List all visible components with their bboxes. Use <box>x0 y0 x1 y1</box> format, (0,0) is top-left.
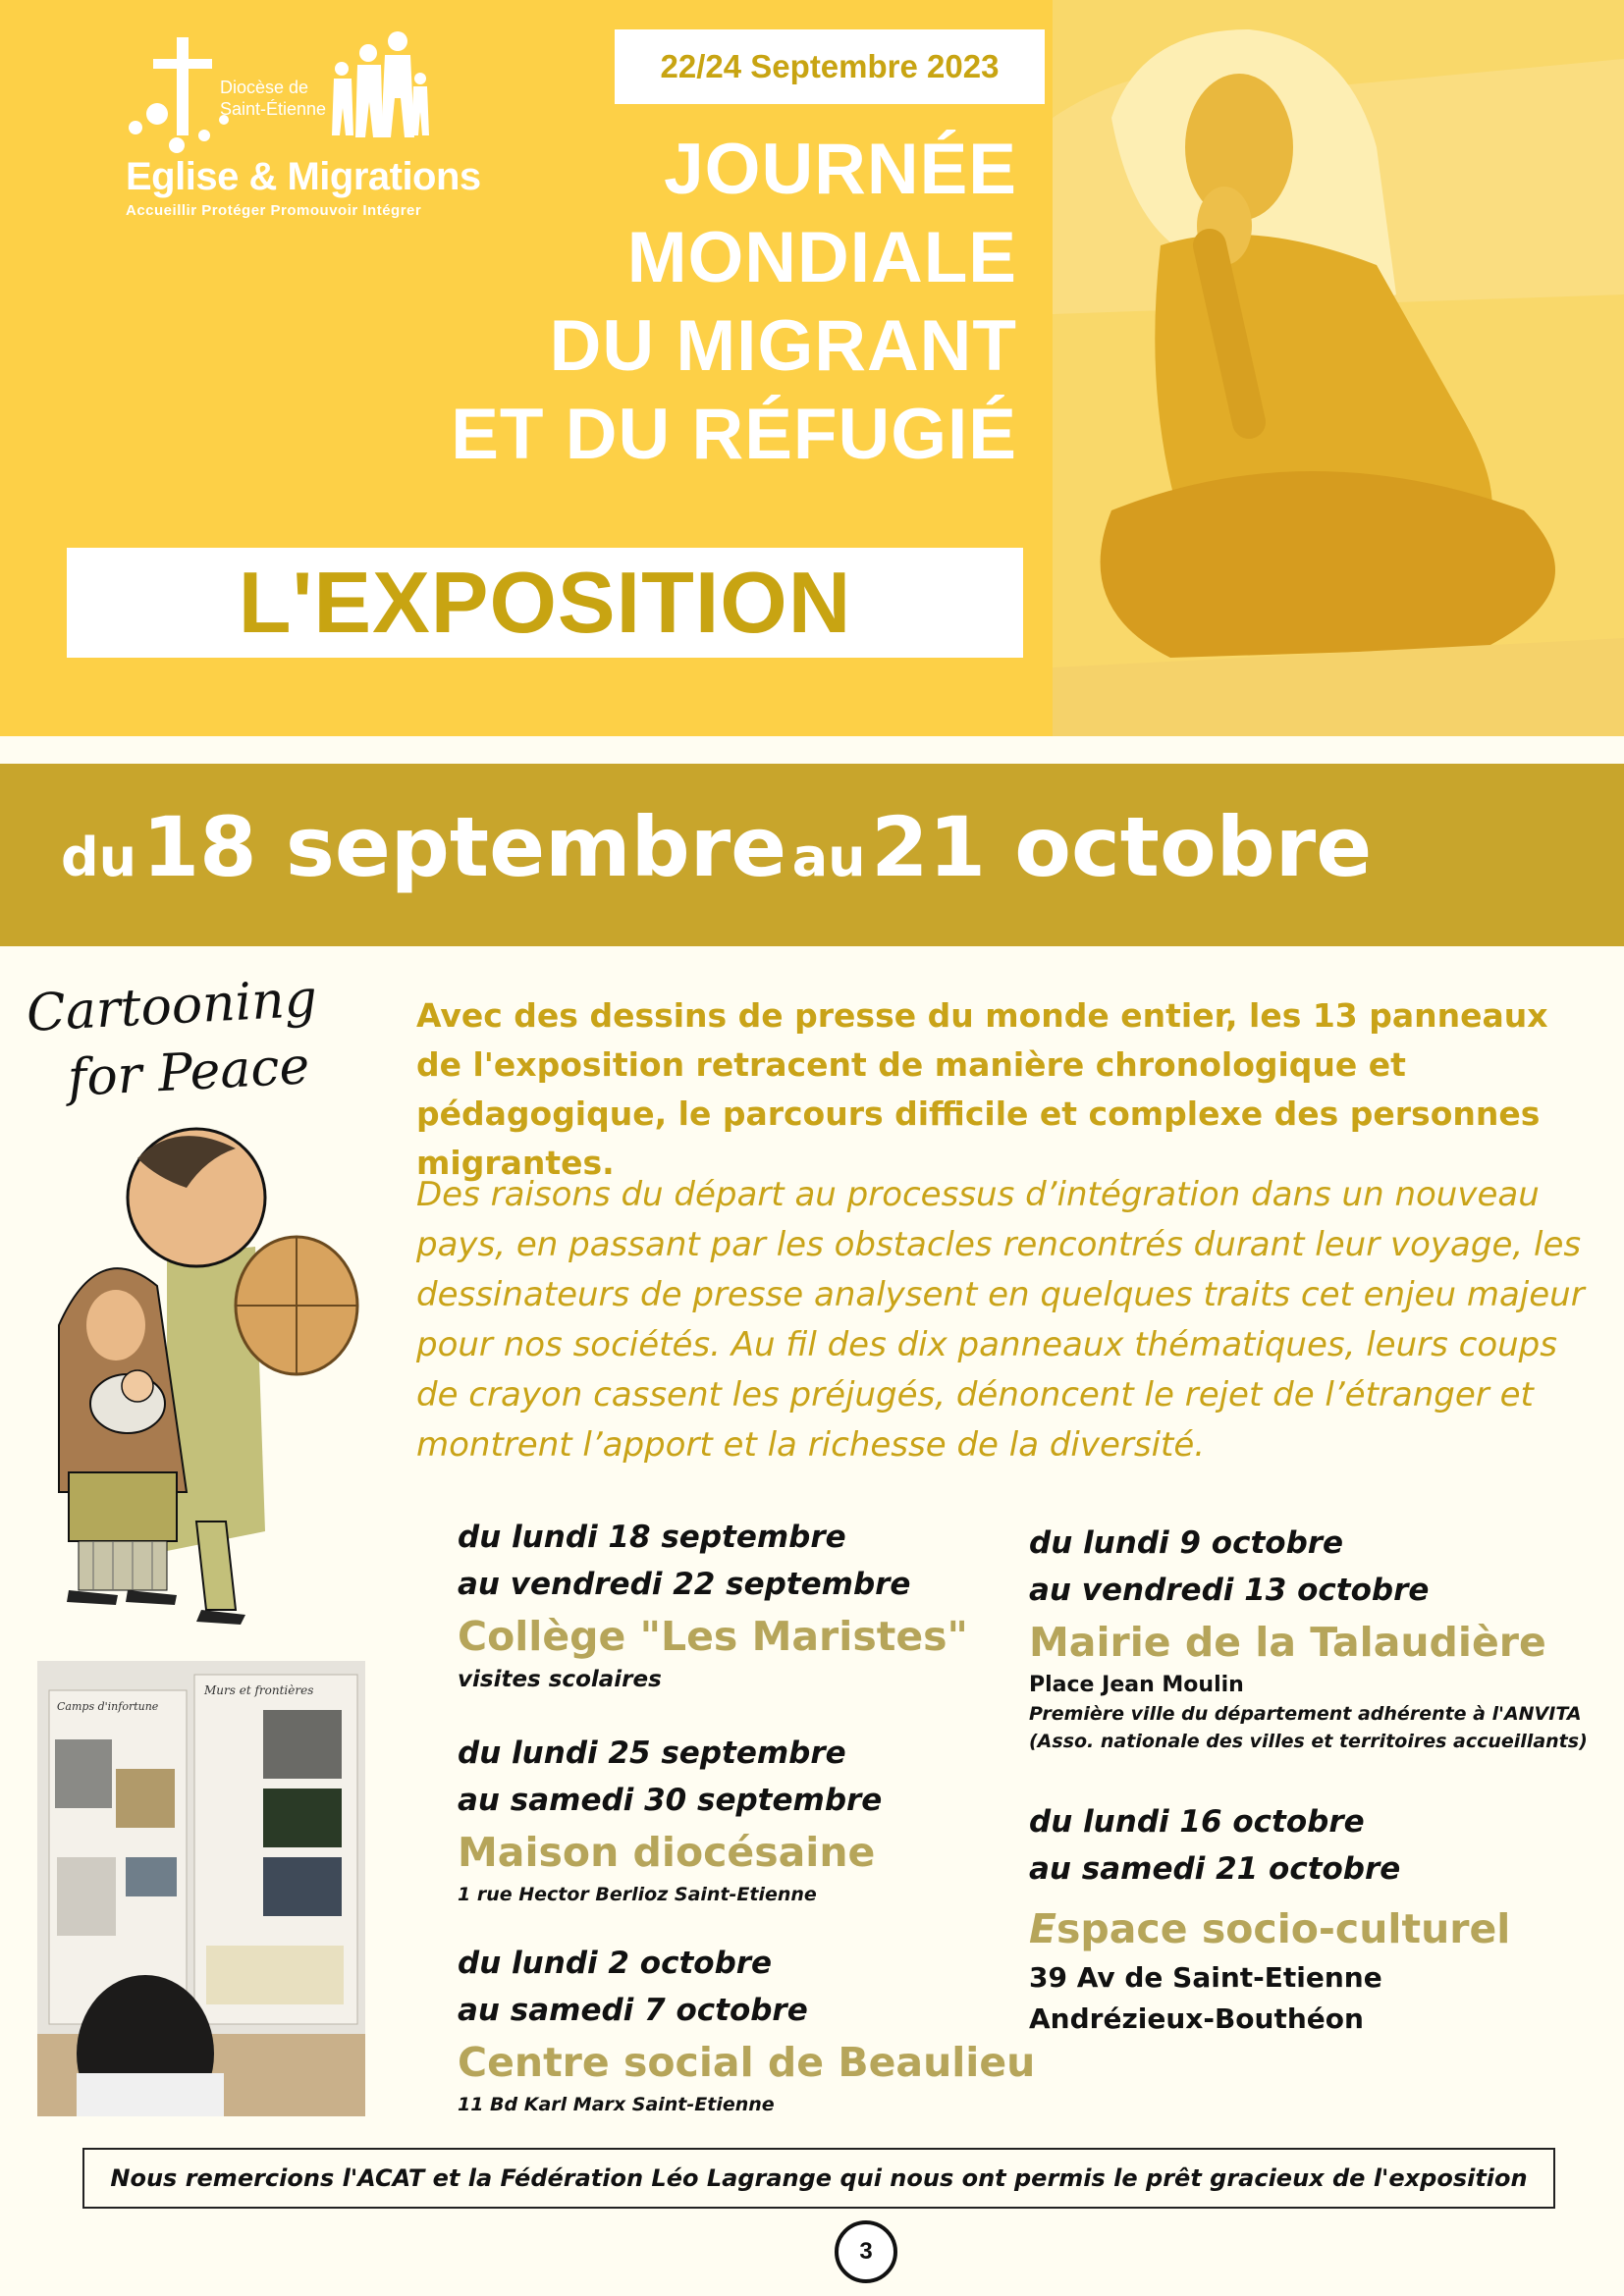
title-line-4: ET DU RÉFUGIÉ <box>451 395 1017 474</box>
event-date-to: au samedi 7 octobre <box>458 1993 808 2028</box>
event-date-from: du lundi 2 octobre <box>458 1946 773 1981</box>
title-line-2: MONDIALE <box>626 218 1017 297</box>
event-venue: Collège "Les Maristes" <box>458 1613 968 1660</box>
date-end: 21 octobre <box>871 799 1373 895</box>
exhibition-dates <box>61 799 1372 895</box>
event-date-box <box>615 29 1045 104</box>
event-note-anvita: Première ville du département adhérente à l'ANVITA <box>1029 1703 1582 1725</box>
event-date-from: du lundi 18 septembre <box>458 1520 846 1555</box>
title-line-1: JOURNÉE <box>664 130 1017 209</box>
cartooning-for-peace-logo <box>20 974 373 1111</box>
logo-brand-text: Eglise & Migrations <box>126 155 481 198</box>
logo-diocese-text <box>220 77 326 120</box>
event-note: visites scolaires <box>458 1667 662 1692</box>
logo-tagline: Accueillir Protéger Promouvoir Intégrer <box>126 202 422 219</box>
page-title <box>295 126 1017 479</box>
cartoon-logo-line2: for Peace <box>66 1037 311 1108</box>
photo-panel1-title: Camps d'infortune <box>57 1700 159 1713</box>
acknowledgement-box <box>82 2148 1555 2209</box>
event-address-street: 39 Av de Saint-Etienne <box>1029 1961 1382 1994</box>
exposition-box <box>67 548 1023 658</box>
event-address-city: Andrézieux-Bouthéon <box>1029 2002 1364 2035</box>
intro-paragraph: Avec des dessins de presse du monde entier, les 13 panneaux de l'exposition retracent de manière chronologique et pédagogique, le parcours difficile et complexe des personnes migrantes. <box>416 996 1548 1182</box>
event-venue <box>1029 1900 1618 1957</box>
event-date-from: du lundi 25 septembre <box>458 1735 846 1771</box>
exhibition-date-band <box>0 764 1624 946</box>
description-paragraph: Des raisons du départ au processus d’intégration dans un nouveau pays, en passant par les obstacles rencontrés durant leur voyage, les dessinateurs de presse analysent en quelques traits cet enjeu majeur pour nos sociétés. Au fil des dix panneaux thématiques, leurs coups de crayon cassent les préjugés, dénoncent le rejet de l’étranger et montrent l’apport et la richesse de la diversité. <box>416 1175 1585 1465</box>
exhibition-panels-photo <box>37 1661 365 2116</box>
logo-diocese-line2: Saint-Étienne <box>220 99 327 119</box>
migrant-family-cartoon <box>39 1119 373 1629</box>
event-note-association: (Asso. nationale des villes et territoires accueillants) <box>1029 1731 1588 1752</box>
event-date-to: au vendredi 22 septembre <box>458 1567 911 1602</box>
title-line-3: DU MIGRANT <box>549 306 1017 386</box>
event-date-to: au samedi 30 septembre <box>458 1783 883 1818</box>
date-middle: au <box>791 827 866 888</box>
event-college-les-maristes <box>458 1514 1007 1694</box>
page-number-badge <box>835 2220 897 2283</box>
event-espace-socio-culturel <box>1029 1798 1618 2040</box>
logo-diocese-line1: Diocèse de <box>220 78 309 97</box>
event-date-to: au samedi 21 octobre <box>1029 1851 1401 1887</box>
event-venue-rest: space socio-culturel <box>1056 1905 1511 1952</box>
event-date-range: 22/24 Septembre 2023 <box>660 48 1000 84</box>
event-address: 11 Bd Karl Marx Saint-Etienne <box>458 2094 775 2115</box>
event-date-from: du lundi 16 octobre <box>1029 1804 1365 1840</box>
event-date-from: du lundi 9 octobre <box>1029 1525 1344 1561</box>
event-address: 1 rue Hector Berlioz Saint-Etienne <box>458 1884 817 1905</box>
event-date-to: au vendredi 13 octobre <box>1029 1573 1430 1608</box>
event-venue: Maison diocésaine <box>458 1829 876 1876</box>
exposition-label: L'EXPOSITION <box>238 554 852 651</box>
refugee-woman-photo <box>1053 0 1624 736</box>
photo-panel2-title: Murs et frontières <box>204 1683 314 1697</box>
event-mairie-talaudiere <box>1029 1520 1618 1755</box>
event-venue: Centre social de Beaulieu <box>458 2039 1036 2086</box>
event-address: Place Jean Moulin <box>1029 1673 1244 1697</box>
event-venue-initial: E <box>1029 1905 1057 1952</box>
event-maison-diocesaine <box>458 1730 1007 1908</box>
event-centre-social-beaulieu <box>458 1940 1036 2118</box>
page-number: 3 <box>859 2238 873 2265</box>
event-venue: Mairie de la Talaudière <box>1029 1619 1546 1666</box>
date-prefix: du <box>61 827 137 888</box>
acknowledgement-text: Nous remercions l'ACAT et la Fédération Léo Lagrange qui nous ont permis le prêt gracieux de l'exposition <box>110 2164 1528 2192</box>
date-start: 18 septembre <box>141 799 787 895</box>
cartoon-logo-line1: Cartooning <box>25 974 319 1043</box>
